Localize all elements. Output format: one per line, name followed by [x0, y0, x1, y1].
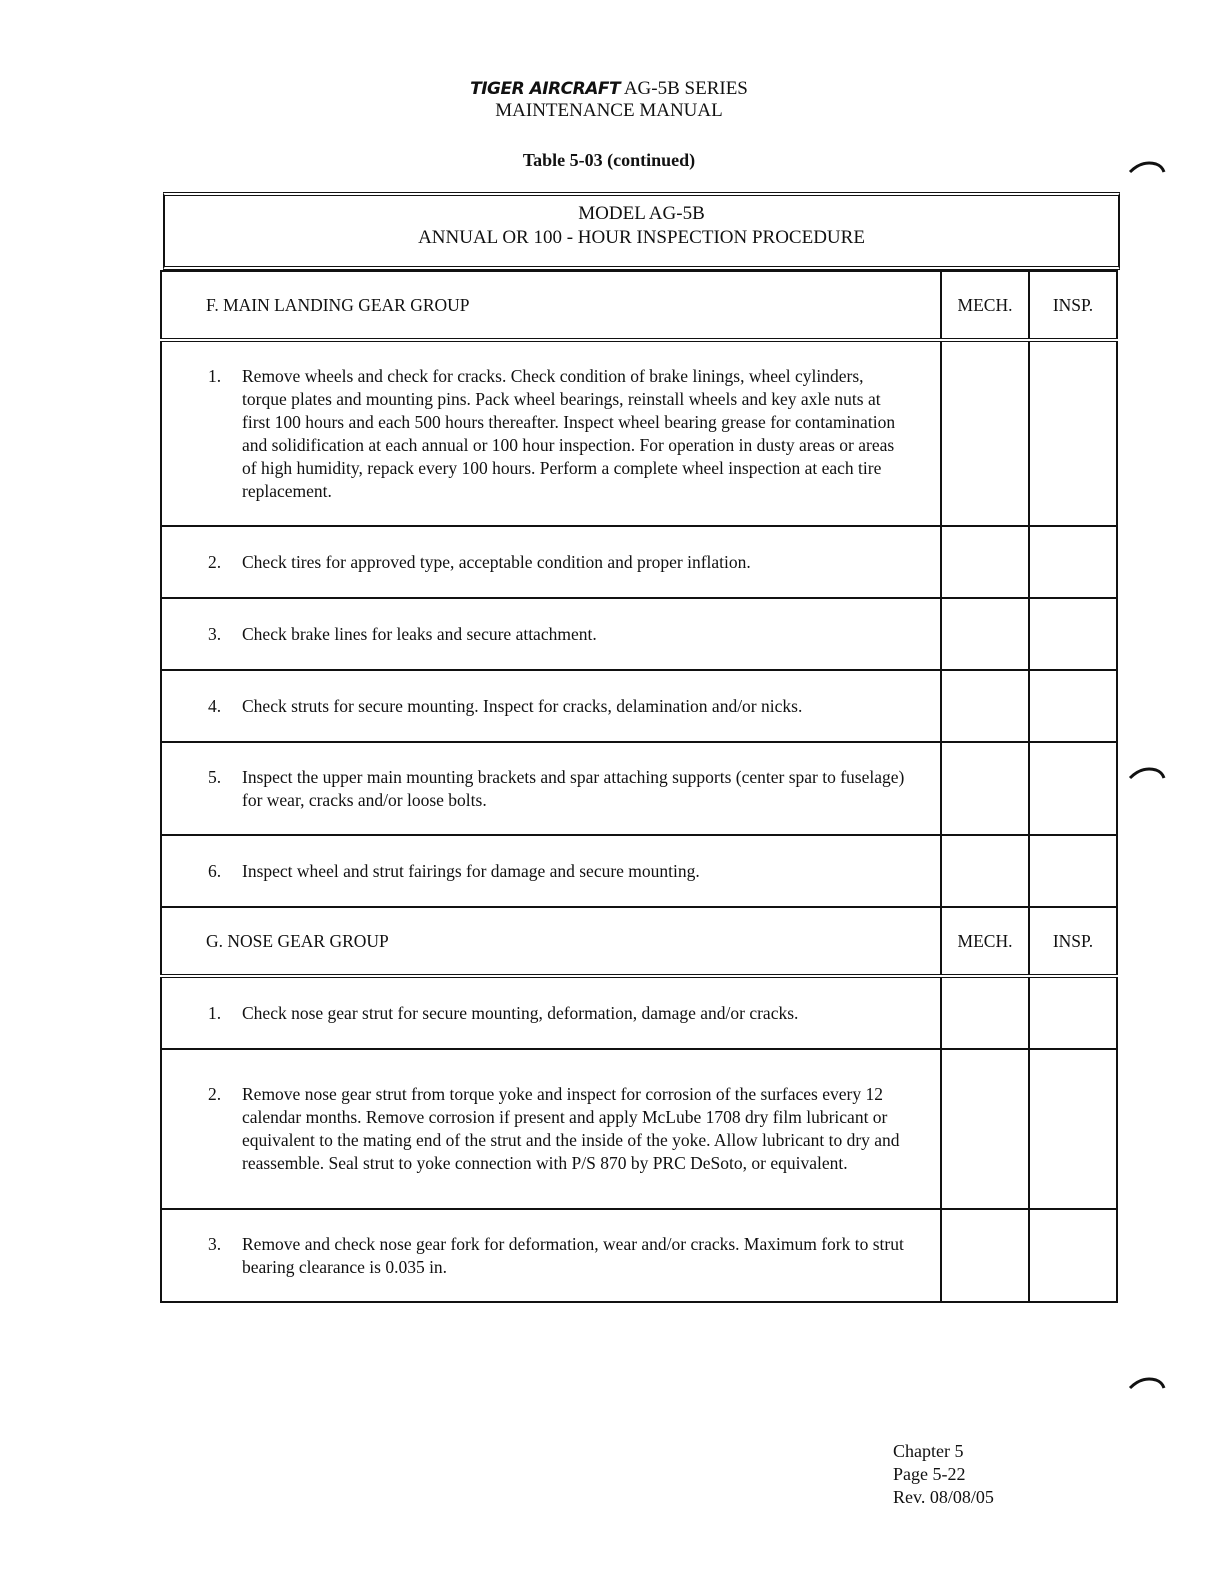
insp-checkbox[interactable] [1029, 1049, 1117, 1209]
item-cell [161, 526, 941, 598]
insp-checkbox[interactable] [1029, 526, 1117, 598]
insp-checkbox[interactable] [1029, 742, 1117, 835]
manual-title: MAINTENANCE MANUAL [495, 100, 723, 121]
table-row [161, 598, 1117, 670]
mech-checkbox[interactable] [941, 340, 1029, 526]
revision-date: Rev. 08/08/05 [893, 1487, 994, 1507]
insp-checkbox[interactable] [1029, 976, 1117, 1049]
item-number: 2. [208, 551, 222, 572]
item-cell [161, 1049, 941, 1209]
inspection-table [160, 270, 1118, 1303]
header-line-1 [0, 78, 1218, 100]
item-cell [161, 1209, 941, 1302]
group-title: G. NOSE GEAR GROUP [161, 907, 941, 976]
brand-logo-text: TIGER AIRCRAFT [470, 79, 621, 99]
item-text: Inspect the upper main mounting brackets and spar attaching supports (center spar to fuselage) for wear, cracks and/or loose bolts. [242, 766, 905, 810]
item-cell [161, 598, 941, 670]
page-header [0, 78, 1218, 122]
table-row [161, 742, 1117, 835]
insp-column-header: INSP. [1029, 271, 1117, 340]
item-cell [161, 976, 941, 1049]
binder-hole-mark-icon [1128, 766, 1166, 780]
item-number: 3. [208, 1233, 222, 1254]
item-text: Remove wheels and check for cracks. Check condition of brake linings, wheel cylinders, torque plates and mounting pins. Pack wheel bearings, reinstall wheels and key axle nuts at first 100 hours and each 500 hours thereafter. Inspect wheel bearing grease for contamination and solidification at each annual or 100 hour inspection. For operation in dusty areas or areas of high humidity, repack every 100 hours. Perform a complete wheel inspection at each tire replacement. [242, 365, 896, 501]
binder-hole-mark-icon [1128, 1376, 1166, 1390]
item-text: Check tires for approved type, acceptable condition and proper inflation. [242, 551, 751, 572]
item-text: Check struts for secure mounting. Inspect for cracks, delamination and/or nicks. [242, 695, 803, 716]
table-row [161, 1049, 1117, 1209]
group-header-row [161, 271, 1117, 340]
table-row [161, 835, 1117, 907]
series-title: AG-5B SERIES [623, 78, 748, 99]
item-number: 5. [208, 766, 222, 787]
group-header-row [161, 907, 1117, 976]
item-number: 1. [208, 1002, 222, 1023]
item-number: 2. [208, 1084, 222, 1104]
mech-column-header: MECH. [941, 907, 1029, 976]
table-title-box [163, 192, 1120, 270]
item-text: Check brake lines for leaks and secure attachment. [242, 623, 597, 644]
insp-checkbox[interactable] [1029, 598, 1117, 670]
table-row [161, 1209, 1117, 1302]
mech-checkbox[interactable] [941, 526, 1029, 598]
group-title: F. MAIN LANDING GEAR GROUP [161, 271, 941, 340]
mech-checkbox[interactable] [941, 1049, 1029, 1209]
item-cell [161, 835, 941, 907]
mech-column-header: MECH. [941, 271, 1029, 340]
binder-hole-mark-icon [1128, 160, 1166, 174]
item-text: Remove and check nose gear fork for deformation, wear and/or cracks. Maximum fork to strut bearing clearance is 0.035 in. [242, 1233, 904, 1277]
item-cell [161, 742, 941, 835]
item-text: Check nose gear strut for secure mounting, deformation, damage and/or cracks. [242, 1002, 799, 1023]
mech-checkbox[interactable] [941, 1209, 1029, 1302]
item-number: 1. [208, 365, 222, 386]
item-text: Inspect wheel and strut fairings for damage and secure mounting. [242, 860, 700, 881]
item-text: Remove nose gear strut from torque yoke and inspect for corrosion of the surfaces every 12 calendar months. Remove corrosion if present and apply McLube 1708 dry film lubricant or equivalent to the mating end of the strut and the inside of the yoke. Allow lubricant to dry and reassemble. Seal strut to yoke connection with P/S 870 by PRC DeSoto, or equivalent. [242, 1084, 900, 1173]
page-footer [893, 1440, 994, 1509]
item-number: 6. [208, 860, 222, 881]
mech-checkbox[interactable] [941, 742, 1029, 835]
table-row [161, 976, 1117, 1049]
table-caption: Table 5-03 (continued) [522, 150, 696, 170]
item-cell [161, 670, 941, 742]
page-number: Page 5-22 [893, 1464, 966, 1484]
mech-checkbox[interactable] [941, 976, 1029, 1049]
chapter-label: Chapter 5 [893, 1441, 964, 1461]
procedure-title: ANNUAL OR 100 - HOUR INSPECTION PROCEDURE [418, 227, 865, 248]
item-number: 3. [208, 623, 222, 644]
mech-checkbox[interactable] [941, 670, 1029, 742]
insp-checkbox[interactable] [1029, 340, 1117, 526]
insp-checkbox[interactable] [1029, 1209, 1117, 1302]
table-row [161, 526, 1117, 598]
item-cell [161, 340, 941, 526]
item-number: 4. [208, 695, 222, 716]
insp-column-header: INSP. [1029, 907, 1117, 976]
mech-checkbox[interactable] [941, 835, 1029, 907]
table-row [161, 340, 1117, 526]
model-title: MODEL AG-5B [578, 203, 705, 224]
mech-checkbox[interactable] [941, 598, 1029, 670]
insp-checkbox[interactable] [1029, 670, 1117, 742]
insp-checkbox[interactable] [1029, 835, 1117, 907]
table-row [161, 670, 1117, 742]
